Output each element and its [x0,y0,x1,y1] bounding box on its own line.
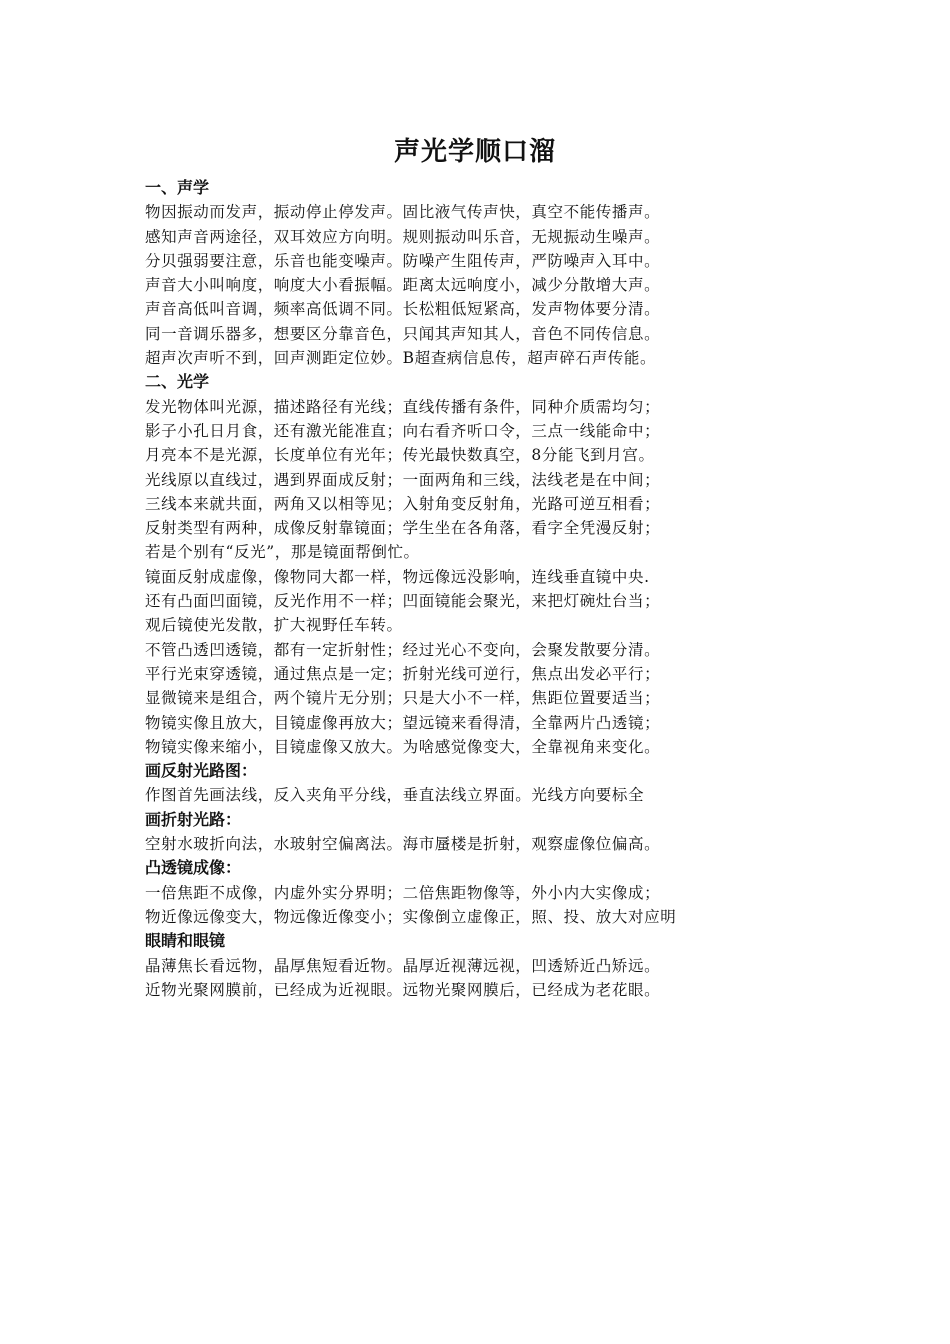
text-line: 物镜实像来缩小，目镜虚像又放大。为啥感觉像变大，全靠视角来变化。 [145,737,661,756]
text-line: 不管凸透凹透镜，都有一定折射性；经过光心不变向，会聚发散要分清。 [145,640,661,659]
text-line: 影子小孔日月食，还有激光能准直；向右看齐听口令，三点一线能命中； [145,421,661,440]
page-title: 声光学顺口溜 [393,137,556,167]
section-heading-reflection-diagram: 画反射光路图： [145,761,258,781]
text-line: 感知声音两途径，双耳效应方向明。规则振动叫乐音，无规振动生噪声。 [145,227,661,246]
text-line: 还有凸面凹面镜，反光作用不一样；凹面镜能会聚光，来把灯碗灶台当； [145,592,661,611]
text-line: 作图首先画法线，反入夹角平分线，垂直法线立界面。光线方向要标全 [145,786,645,805]
section-heading-optics: 二、光学 [145,372,210,392]
text-line: 一倍焦距不成像，内虚外实分界明；二倍焦距物像等，外小内大实像成； [145,883,661,902]
text-line: 物因振动而发声，振动停止停发声。固比液气传声快，真空不能传播声。 [145,203,661,222]
section-heading-eyes-and-glasses: 眼睛和眼镜 [145,931,226,951]
section-heading-convex-lens-imaging: 凸透镜成像： [145,858,242,878]
text-line: 物镜实像且放大，目镜虚像再放大；望远镜来看得清，全靠两片凸透镜； [145,713,661,732]
text-line: 分贝强弱要注意，乐音也能变噪声。防噪产生阻传声，严防噪声入耳中。 [145,251,661,270]
text-line: 物近像远像变大，物远像近像变小；实像倒立虚像正，照、投、放大对应明 [145,907,677,926]
section-heading-acoustics: 一、声学 [145,178,210,197]
text-line: 超声次声听不到，回声测距定位妙。B超查病信息传，超声碎石声传能。 [145,349,657,368]
text-line: 空射水玻折向法，水玻射空偏离法。海市蜃楼是折射，观察虚像位偏高。 [145,835,661,854]
text-line: 显微镜来是组合，两个镜片无分别；只是大小不一样，焦距位置要适当； [145,689,661,708]
text-line: 同一音调乐器多，想要区分靠音色，只闻其声知其人，音色不同传信息。 [145,324,661,343]
text-line: 光线原以直线过，遇到界面成反射；一面两角和三线，法线老是在中间； [145,470,661,489]
text-line: 反射类型有两种，成像反射靠镜面；学生坐在各角落，看字全凭漫反射； [145,519,661,538]
text-line: 发光物体叫光源，描述路径有光线；直线传播有条件，同种介质需均匀； [145,397,661,416]
text-line: 观后镜使光发散，扩大视野任车转。 [145,616,403,635]
text-line: 晶薄焦长看远物，晶厚焦短看近物。晶厚近视薄远视，凹透矫近凸矫远。 [145,956,661,975]
text-line: 月亮本不是光源，长度单位有光年；传光最快数真空，8分能飞到月宫。 [145,446,655,465]
section-heading-refraction-diagram: 画折射光路： [145,809,242,829]
text-line: 三线本来就共面，两角又以相等见；入射角变反射角，光路可逆互相看； [145,494,661,513]
text-line: 平行光束穿透镜，通过焦点是一定；折射光线可逆行，焦点出发必平行； [145,664,661,683]
text-line: 声音高低叫音调，频率高低调不同。长松粗低短紧高，发声物体要分清。 [145,300,661,319]
text-line: 近物光聚网膜前，已经成为近视眼。远物光聚网膜后，已经成为老花眼。 [145,980,661,999]
document-body [145,176,945,1002]
text-line: 声音大小叫响度，响度大小看振幅。距离太远响度小，减少分散增大声。 [145,276,661,295]
text-line: 若是个别有“反光”，那是镜面帮倒忙。 [145,543,420,562]
text-line: 镜面反射成虚像，像物同大都一样，物远像远没影响，连线垂直镜中央. [145,567,650,586]
